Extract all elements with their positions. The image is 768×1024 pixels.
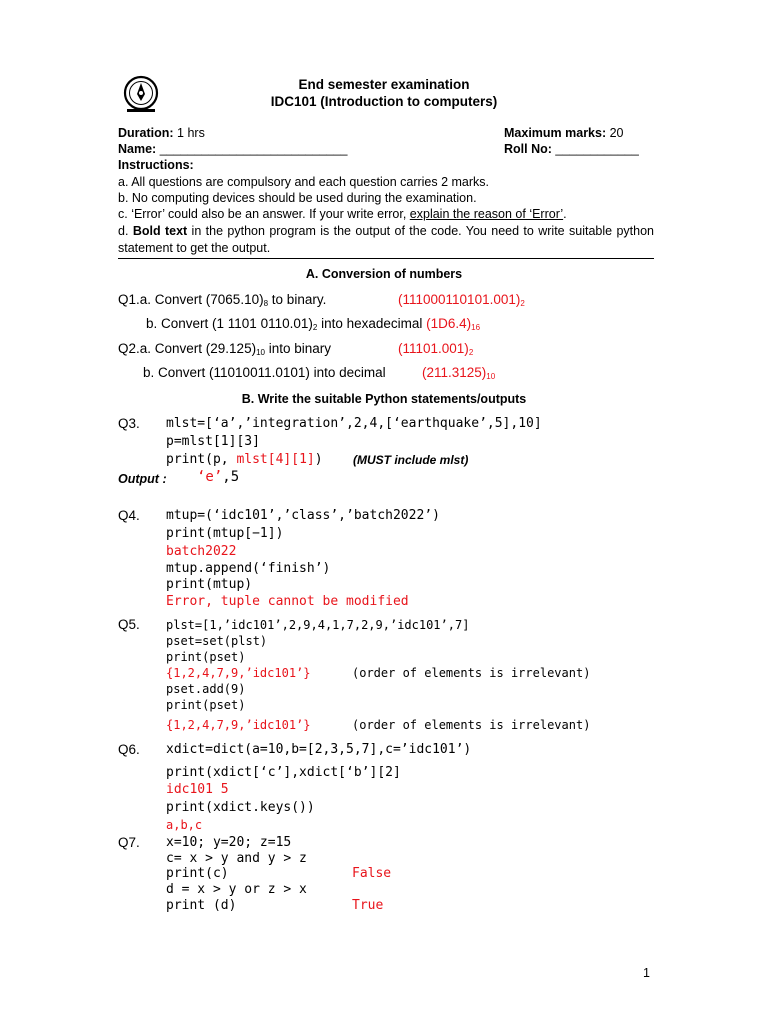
q5-line7: {1,2,4,7,9,’idc101’}: [166, 718, 311, 732]
q6-line5: a,b,c: [166, 818, 203, 832]
q7-line2: c= x > y and y > z: [166, 851, 307, 866]
q5-line6: print(pset): [166, 698, 246, 712]
instruction-a: a. All questions are compulsory and each question carries 2 marks.: [118, 175, 490, 189]
roll-field: Roll No: ____________: [504, 142, 639, 156]
q7-line5-answer: True: [352, 898, 384, 913]
q2b-answer: $(211.3125)_{10}$: [422, 365, 496, 381]
q5-note2: (order of elements is irrelevant): [352, 718, 591, 732]
exam-title: End semester examination: [298, 77, 470, 92]
instruction-c: c. ‘Error’ could also be an answer. If your write error, explain the reason of ‘Error’.: [118, 207, 567, 221]
instruction-b: b. No computing devices should be used during the examination.: [118, 191, 477, 205]
q6-line3: idc101 5: [166, 782, 229, 797]
q7-line4: d = x > y or z > x: [166, 882, 307, 897]
q6-line1: xdict=dict(a=10,b=[2,3,5,7],c=’idc101’): [166, 742, 472, 757]
q5-line5: pset.add(9): [166, 682, 246, 696]
q5-line2: pset=set(plst): [166, 634, 268, 648]
q1b-text: b. Convert (1 1101 $0110.01)_2$ into hexadecimal $(1D6.4)_{16}$: [146, 316, 481, 332]
q3-line1: mlst=[‘a’,’integration’,2,4,[‘earthquake’,5],10]: [166, 416, 542, 431]
q4-line4: mtup.append(‘finish’): [166, 561, 331, 576]
instruction-d: d. Bold text in the python program is the output of the code. You need to write suitable python statement to get the output.: [118, 224, 654, 255]
q5-line3: print(pset): [166, 650, 246, 664]
q3-line3: print(p, mlst[4][1]): [166, 452, 323, 467]
divider: [118, 258, 654, 259]
q7-line5: print (d): [166, 898, 237, 913]
q6-label: Q6.: [118, 742, 140, 757]
q4-line2: print(mtup[−1]): [166, 526, 284, 541]
duration: Duration: 1 hrs: [118, 126, 205, 140]
q5-label: Q5.: [118, 617, 140, 632]
section-b-title: B. Write the suitable Python statements/outputs: [241, 392, 527, 406]
q6-line4: print(xdict.keys()): [166, 800, 315, 815]
q4-line3: batch2022: [166, 544, 237, 559]
q3-note: (MUST include mlst): [353, 453, 469, 467]
q3-line2: p=mlst[1][3]: [166, 434, 260, 449]
q5-line1: plst=[1,’idc101’,2,9,4,1,7,2,9,’idc101’,7]: [166, 618, 470, 632]
q2a-answer: $(11101.001)_2$: [398, 341, 474, 357]
maximum-marks: Maximum marks: 20: [504, 126, 624, 140]
section-a-title: A. Conversion of numbers: [305, 267, 463, 281]
q6-line2: print(xdict[‘c’],xdict[‘b’][2]: [166, 765, 401, 780]
q7-line3-answer: False: [352, 866, 392, 881]
q7-line3: print(c): [166, 866, 229, 881]
q1a-answer: $(111000110101.001)_2$: [398, 292, 525, 308]
q7-line1: x=10; y=20; z=15: [166, 835, 292, 850]
name-field: Name: ___________________________: [118, 142, 348, 156]
page-number: 1: [643, 966, 650, 980]
q5-line4: {1,2,4,7,9,’idc101’}: [166, 666, 311, 680]
q3-output: ‘e’,5: [197, 469, 240, 485]
q3-output-label: Output :: [118, 472, 167, 486]
q4-line5: print(mtup): [166, 577, 253, 592]
q4-line1: mtup=(‘idc101’,’class’,’batch2022’): [166, 508, 440, 523]
q3-label: Q3.: [118, 416, 140, 431]
course-title: IDC101 (Introduction to computers): [270, 94, 498, 109]
instructions-heading: Instructions:: [118, 158, 194, 172]
q2b-text: b. Convert (11010011.0101) into decimal: [143, 365, 386, 380]
q4-label: Q4.: [118, 508, 140, 523]
q1a-text: Q1.a. Convert $(7065.10)_8$ to binary.: [118, 292, 327, 308]
q7-label: Q7.: [118, 835, 140, 850]
q5-note1: (order of elements is irrelevant): [352, 666, 591, 680]
q4-line6: Error, tuple cannot be modified: [166, 594, 409, 609]
q2a-text: Q2.a. Convert $(29.125)_{10}$ into binary: [118, 341, 332, 357]
